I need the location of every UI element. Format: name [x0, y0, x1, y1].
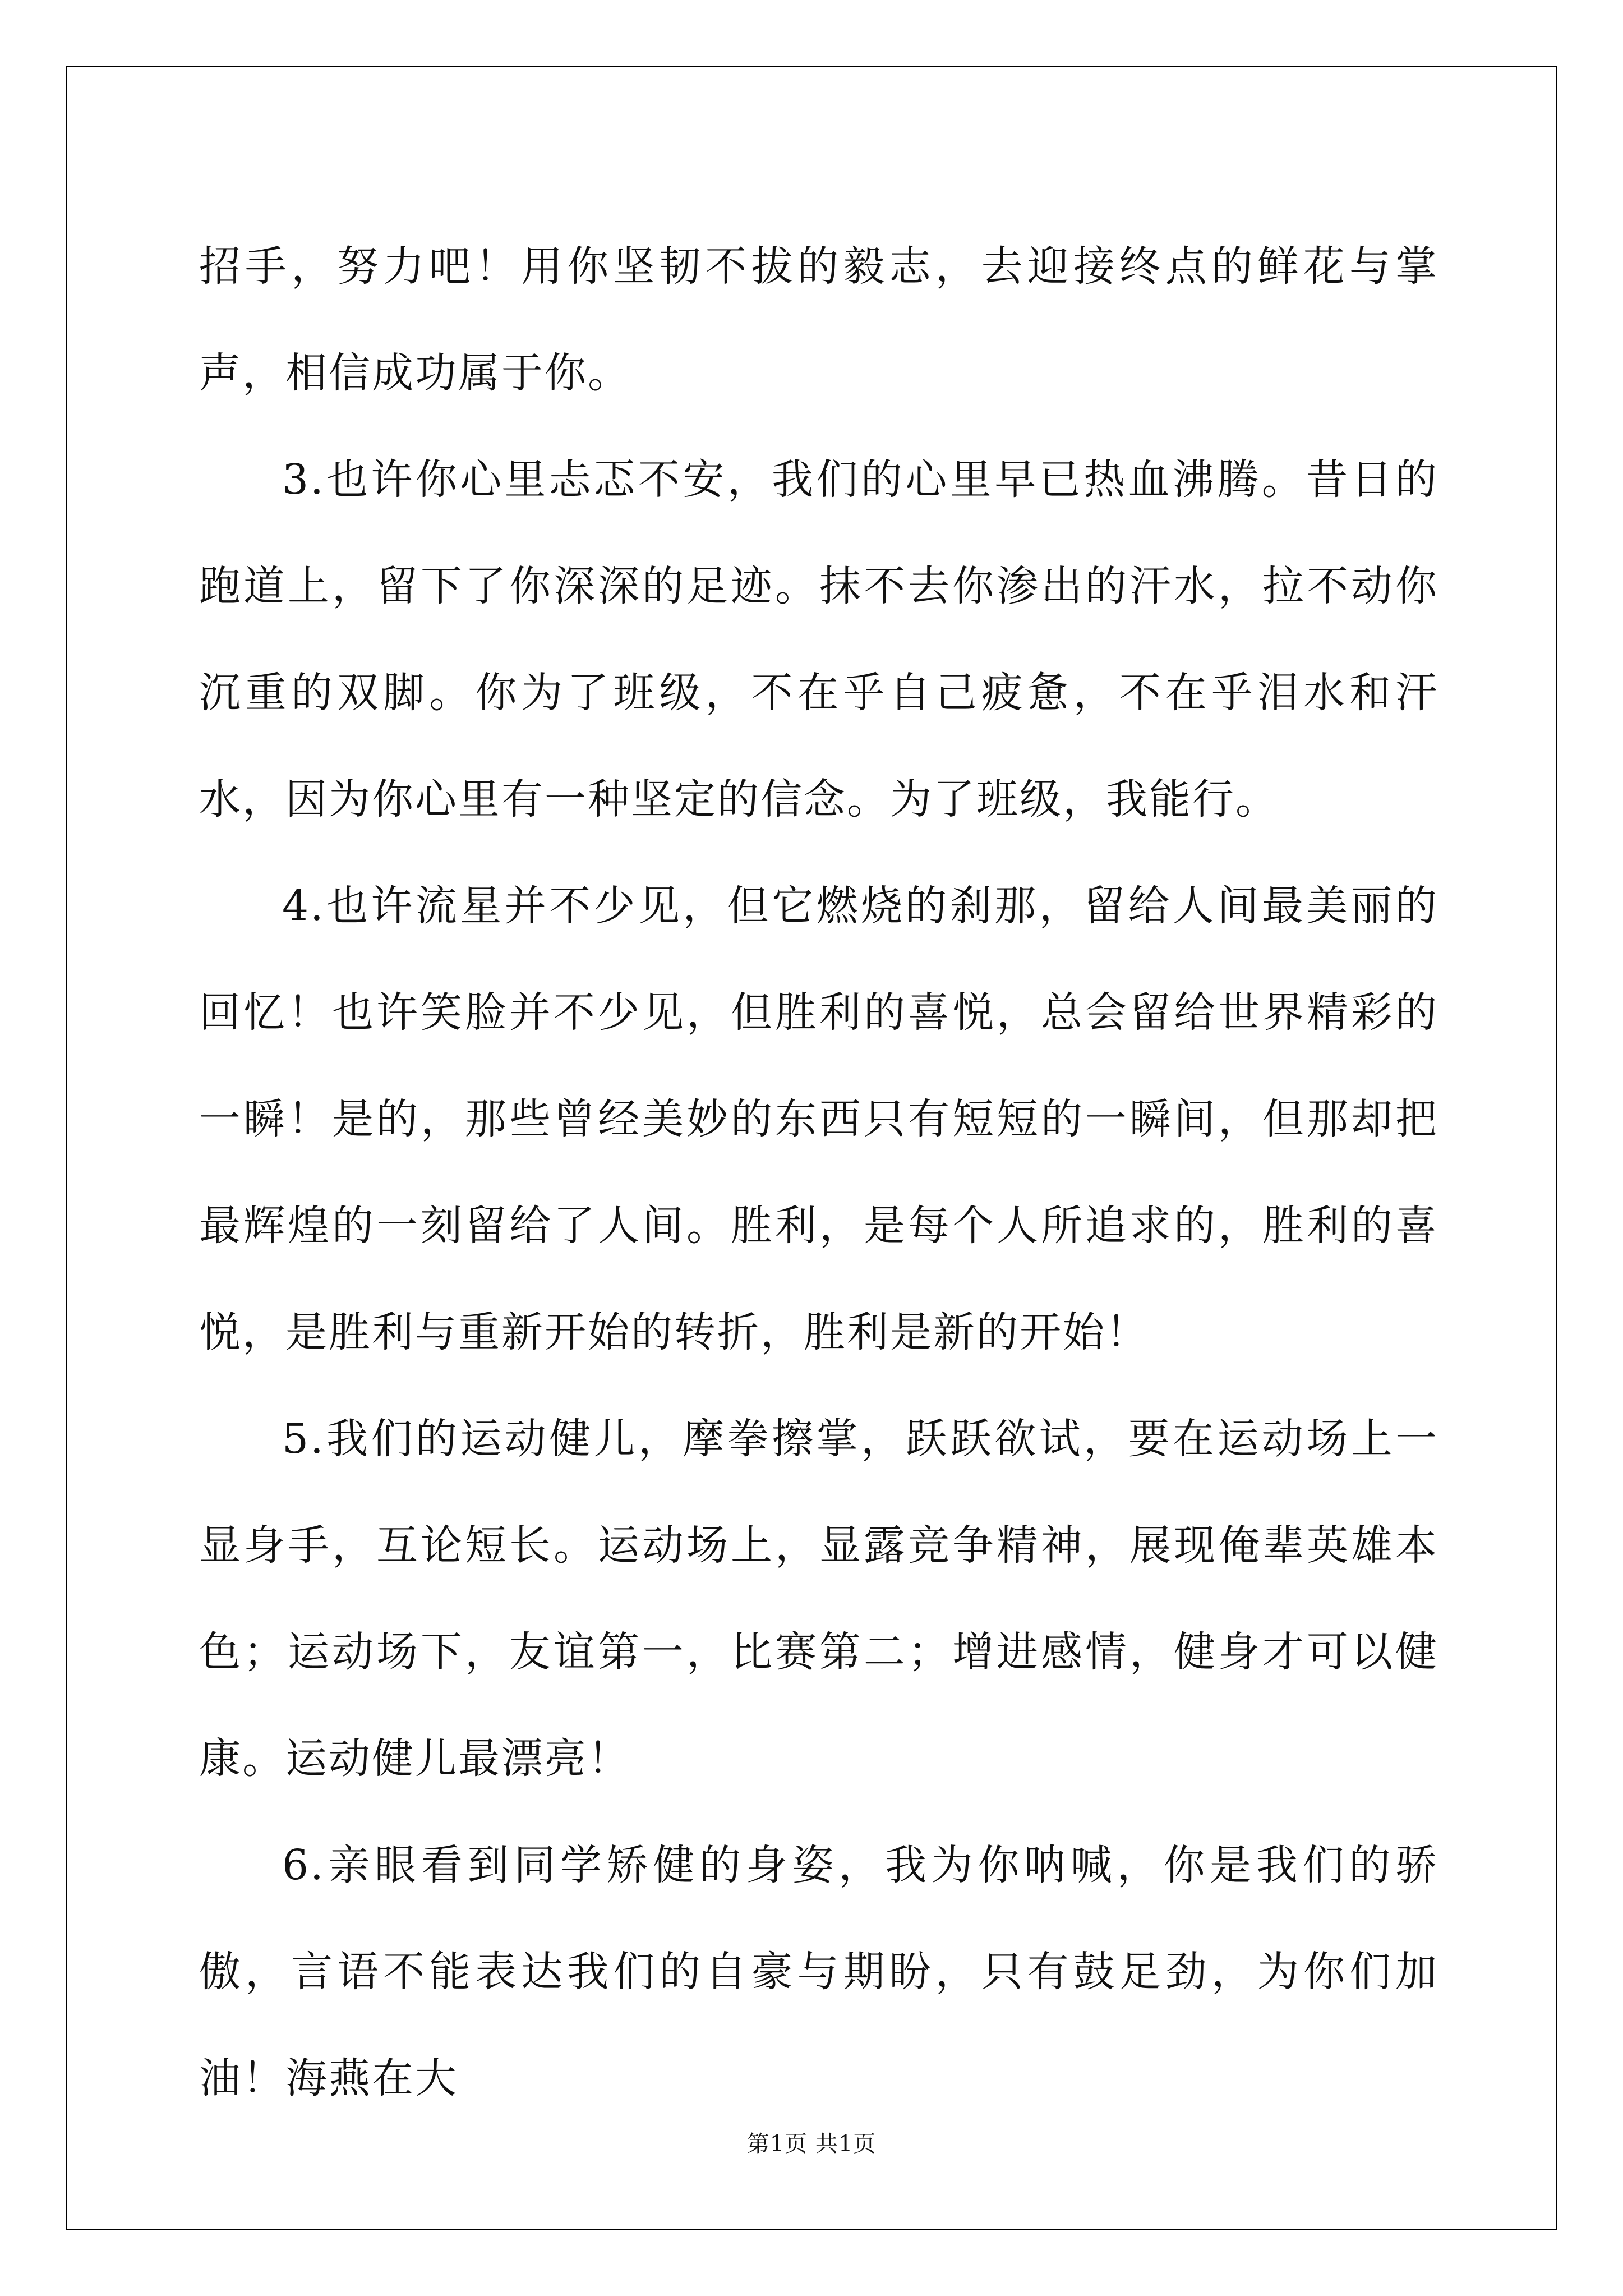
paragraph-4: 5.我们的运动健儿，摩拳擦掌，跃跃欲试，要在运动场上一显身手，互论短长。运动场上，显露竞争精神，展现俺辈英雄本色；运动场下，友谊第一，比赛第二；增进感情，健身才可以健康。运动健儿最漂亮！: [199, 1415, 1438, 1783]
paragraph-1: 招手，努力吧！用你坚韧不拔的毅志，去迎接终点的鲜花与掌声，相信成功属于你。: [199, 242, 1438, 397]
paragraph-2: 3.也许你心里忐忑不安，我们的心里早已热血沸腾。昔日的跑道上，留下了你深深的足迹。抹不去你渗出的汗水，拉不动你沉重的双脚。你为了班级，不在乎自己疲惫，不在乎泪水和汗水，因为你心里有一种坚定的信念。为了班级，我能行。: [199, 455, 1438, 823]
paragraph-5: 6.亲眼看到同学矫健的身姿，我为你呐喊，你是我们的骄傲，言语不能表达我们的自豪与期盼，只有鼓足劲，为你们加油！海燕在大: [199, 1841, 1438, 2102]
page-footer: 第1页 共1页: [746, 2131, 877, 2157]
paragraph-3: 4.也许流星并不少见，但它燃烧的刹那，留给人间最美丽的回忆！也许笑脸并不少见，但胜利的喜悦，总会留给世界精彩的一瞬！是的，那些曾经美妙的东西只有短短的一瞬间，但那却把最辉煌的一刻留给了人间。胜利，是每个人所追求的，胜利的喜悦，是胜利与重新开始的转折，胜利是新的开始！: [199, 882, 1438, 1356]
document-body: [199, 213, 1438, 2132]
